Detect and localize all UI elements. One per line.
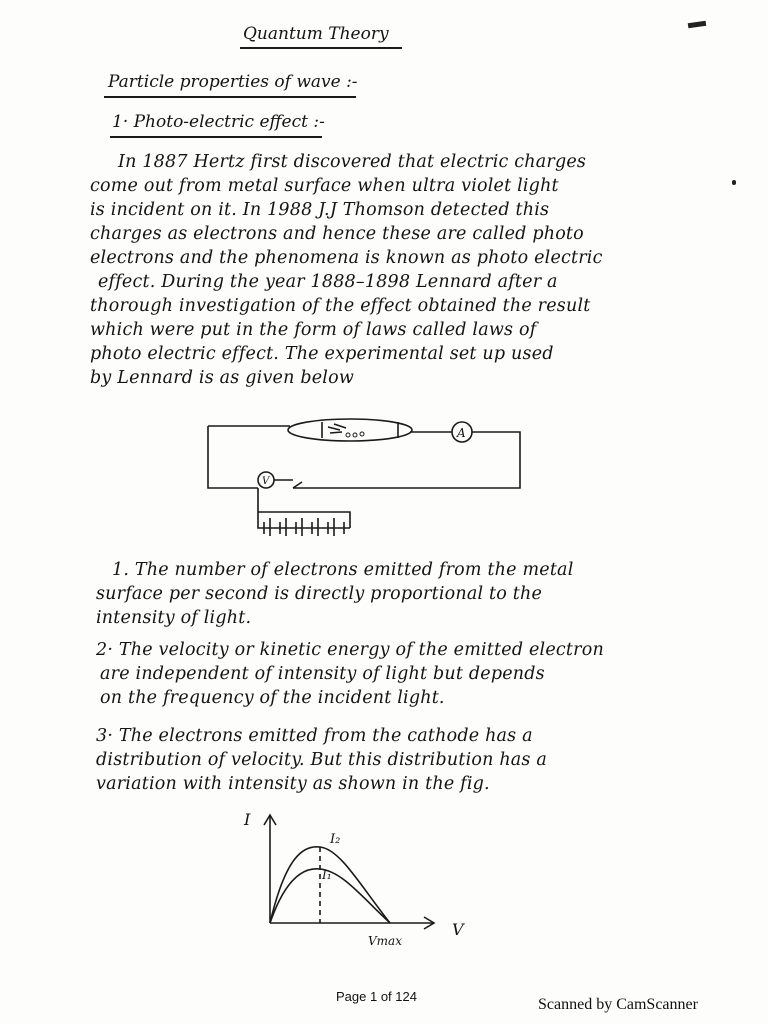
page-number: Page 1 of 124 (336, 989, 417, 1004)
paragraph-line: come out from metal surface when ultra violet light (90, 176, 559, 196)
paragraph-line: which were put in the form of laws called laws of (90, 320, 537, 340)
ink-mark (688, 21, 707, 28)
point-3-line: variation with intensity as shown in the fig. (96, 774, 490, 794)
paragraph-line: electrons and the phenomena is known as photo electric (90, 248, 603, 268)
vmax-label: Vmax (368, 934, 402, 948)
photoelectric-tube (288, 419, 412, 441)
x-axis-label: V (452, 920, 464, 939)
point-3-line: distribution of velocity. But this distribution has a (96, 750, 548, 770)
subheading-underline (110, 136, 322, 138)
paragraph-line: In 1887 Hertz first discovered that electric charges (118, 152, 587, 172)
voltmeter-label: V (262, 476, 270, 487)
point-2-line: 2· The velocity or kinetic energy of the emitted electron (96, 640, 604, 660)
electron-symbols (346, 432, 364, 437)
battery-wire (258, 512, 350, 528)
y-axis-label: I (244, 810, 251, 829)
electron-rays (328, 424, 346, 433)
paragraph-line: photo electric effect. The experimental set up used (90, 344, 554, 364)
paragraph-line: charges as electrons and hence these are called photo (90, 224, 584, 244)
section-heading: Particle properties of wave :- (108, 72, 358, 92)
paragraph-line: by Lennard is as given below (90, 368, 354, 388)
title-underline (240, 47, 402, 49)
paragraph-line: thorough investigation of the effect obtained the result (90, 296, 591, 316)
circuit-wire (208, 426, 258, 488)
rheostat-contact (293, 482, 302, 488)
paragraph-line: is incident on it. In 1988 J.J Thomson detected this (90, 200, 550, 220)
scanner-watermark: Scanned by CamScanner (538, 996, 698, 1013)
point-3-line: 3· The electrons emitted from the cathode has a (96, 726, 533, 746)
curve-lower-label: I₁ (322, 868, 332, 882)
paragraph-line: effect. During the year 1888–1898 Lennard after a (98, 272, 558, 292)
heading-underline (104, 96, 356, 98)
curve-upper-label: I₂ (330, 832, 341, 847)
ink-mark (732, 180, 736, 185)
point-1-line: intensity of light. (96, 608, 252, 628)
ammeter-label: A (457, 426, 466, 440)
intensity-velocity-graph (238, 805, 478, 955)
subsection-heading: 1· Photo-electric effect :- (112, 112, 325, 132)
point-2-line: on the frequency of the incident light. (100, 688, 445, 708)
battery-cells (264, 518, 344, 536)
page-title: Quantum Theory (243, 24, 389, 44)
point-1-line: surface per second is directly proportional to the (96, 584, 543, 604)
circuit-diagram (190, 400, 540, 550)
point-2-line: are independent of intensity of light but depends (100, 664, 545, 684)
battery-wire (258, 488, 350, 528)
point-1-line: 1. The number of electrons emitted from the metal (112, 560, 574, 580)
